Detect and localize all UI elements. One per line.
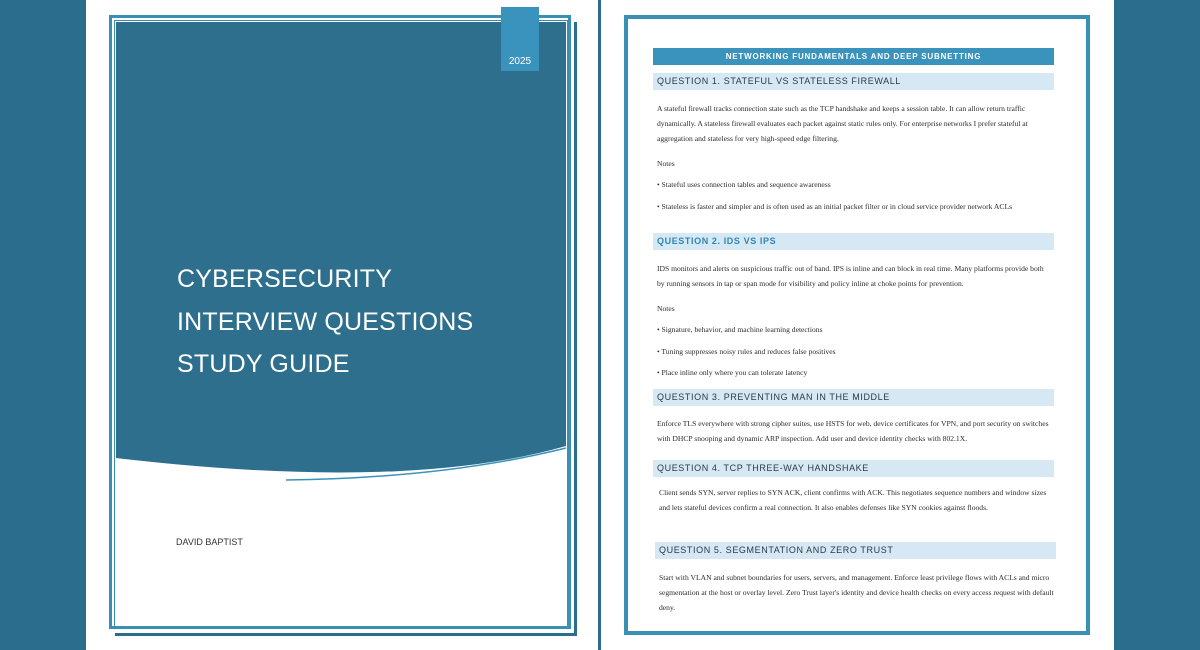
question-heading: QUESTION 5. SEGMENTATION AND ZERO TRUST bbox=[655, 542, 1056, 559]
note-bullet: • Place inline only where you can tolerate latency bbox=[657, 368, 808, 377]
section-banner: NETWORKING FUNDAMENTALS AND DEEP SUBNETTING bbox=[653, 48, 1054, 65]
notes-label: Notes bbox=[657, 159, 675, 168]
cover-blue-panel bbox=[116, 22, 566, 472]
year-tab bbox=[501, 7, 539, 71]
content-page bbox=[601, 0, 1114, 650]
note-bullet: • Tuning suppresses noisy rules and reduces false positives bbox=[657, 347, 836, 356]
note-bullet: • Stateful uses connection tables and sequence awareness bbox=[657, 180, 831, 189]
question-body: Start with VLAN and subnet boundaries for users, servers, and management. Enforce least privilege flows with ACLs and micro segmentation at the host or overlay level. Zero Trust layer's identity and device health checks on every access request with default deny. bbox=[659, 573, 1054, 612]
question-heading: QUESTION 4. TCP THREE-WAY HANDSHAKE bbox=[653, 460, 1054, 477]
cover-title: CYBERSECURITY INTERVIEW QUESTIONS STUDY GUIDE bbox=[177, 265, 474, 378]
note-bullet: • Signature, behavior, and machine learning detections bbox=[657, 325, 823, 334]
question-heading: QUESTION 3. PREVENTING MAN IN THE MIDDLE bbox=[653, 389, 1054, 406]
note-bullet: • Stateless is faster and simpler and is often used as an initial packet filter or in cloud service provider network ACLs bbox=[657, 202, 1013, 211]
cover-year: 2025 bbox=[508, 56, 532, 67]
question-body: Enforce TLS everywhere with strong cipher suites, use HSTS for web, device certificates for VPN, and port security on switches with DHCP snooping and dynamic ARP inspection. Add user and device identity checks with 802.1X. bbox=[657, 419, 1049, 443]
question-body: IDS monitors and alerts on suspicious traffic out of band. IPS is inline and can block in real time. Many platforms provide both by running sensors in tap or span mode for visibility and policy inline at choke points for prevention. bbox=[657, 264, 1044, 288]
question-heading: QUESTION 1. STATEFUL VS STATELESS FIREWALL bbox=[653, 73, 1054, 90]
question-body: A stateful firewall tracks connection state such as the TCP handshake and keeps a session table. It can allow return traffic dynamically. A stateless firewall evaluates each packet against static rules only. For enterprise networks I prefer stateful at aggregation and stateless for very high-speed edge filtering. bbox=[657, 104, 1028, 143]
cover-page bbox=[86, 0, 598, 650]
cover-author: DAVID BAPTIST bbox=[176, 537, 243, 547]
question-body: Client sends SYN, server replies to SYN ACK, client confirms with ACK. This negotiates sequence numbers and window sizes and lets stateful devices confirm a real connection. It also enables defenses like SYN cookies against floods. bbox=[659, 488, 1047, 512]
question-heading: QUESTION 2. IDS VS IPS bbox=[653, 233, 1054, 250]
notes-label: Notes bbox=[657, 304, 675, 313]
